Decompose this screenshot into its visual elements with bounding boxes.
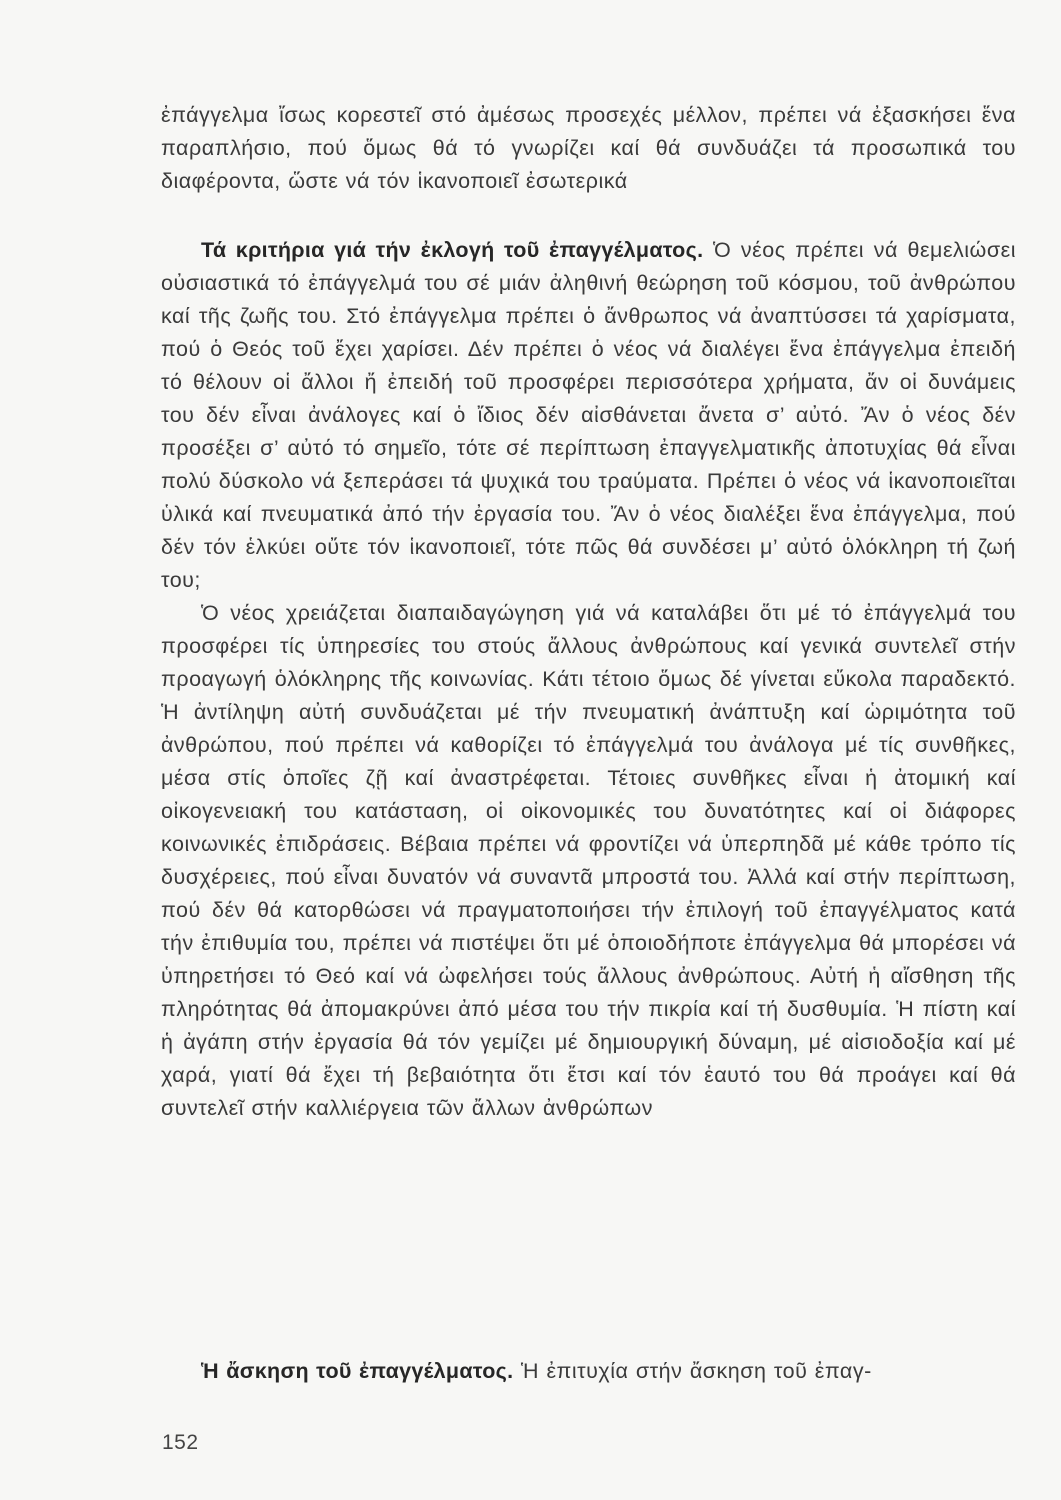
criteria-section: [161, 234, 1016, 1125]
practice-section: [161, 1355, 1016, 1388]
practice-text: Ἡ ἐπιτυχία στήν ἄσκηση τοῦ ἐπαγ-: [520, 1359, 872, 1383]
opening-text-block: [161, 99, 1016, 198]
criteria-heading: Τά κριτήρια γιά τήν ἐκλογή τοῦ ἐπαγγέλματος.: [201, 238, 704, 262]
practice-heading: Ἡ ἄσκηση τοῦ ἐπαγγέλματος.: [201, 1359, 514, 1383]
criteria-paragraph: [161, 234, 1016, 597]
criteria-paragraph-2: Ὁ νέος χρειάζεται διαπαιδαγώγηση γιά νά καταλάβει ὅτι μέ τό ἐπάγγελμά του προσφέρει τίς ὑπηρεσίες του στούς ἄλλους ἀνθρώπους καί γενικά συντελεῖ στήν προαγωγή ὁλόκληρης τῆς κοινωνίας. Κάτι τέτοιο ὅμως δέ γίνεται εὔκολα παραδεκτό. Ἡ ἀντίληψη αὐτή συνδυάζεται μέ τήν πνευματική ἀνάπτυξη καί ὡριμότητα τοῦ ἀνθρώπου, πού πρέπει νά καθορίζει τό ἐπάγγελμά του ἀνάλογα μέ τίς συνθῆκες, μέσα στίς ὁποῖες ζῇ καί ἀναστρέφεται. Τέτοιες συνθῆκες εἶναι ἡ ἀτομική καί οἰκογενειακή του κατάσταση, οἱ οἰκονομικές του δυνατότητες καί οἱ διάφορες κοινωνικές ἐπιδράσεις. Βέβαια πρέπει νά φροντίζει νά ὑπερπηδᾶ μέ κάθε τρόπο τίς δυσχέρειες, πού εἶναι δυνατόν νά συναντᾶ μπροστά του. Ἀλλά καί στήν περίπτωση, πού δέν θά κατορθώσει νά πραγματοποιήσει τήν ἐπιλογή τοῦ ἐπαγγέλματος κατά τήν ἐπιθυμία του, πρέπει νά πιστέψει ὅτι μέ ὁποιοδήποτε ἐπάγγελμα θά μπορέσει νά ὑπηρετήσει τό Θεό καί νά ὠφελήσει τούς ἄλλους ἀνθρώπους. Αὐτή ἡ αἴσθηση τῆς πληρότητας θά ἀπομακρύνει ἀπό μέσα του τήν πικρία καί τή δυσθυμία. Ἡ πίστη καί ἡ ἀγάπη στήν ἐργασία θά τόν γεμίζει μέ δημιουργική δύναμη, μέ αἰσιοδοξία καί μέ χαρά, γιατί θά ἔχει τή βεβαιότητα ὅτι ἔτσι καί τόν ἑαυτό του θά προάγει καί θά συντελεῖ στήν καλλιέργεια τῶν ἄλλων ἀνθρώπων: [161, 601, 1016, 1120]
criteria-text: Ὁ νέος πρέπει νά θεμελιώσει οὐσιαστικά τό ἐπάγγελμά του σέ μιάν ἀληθινή θεώρηση τοῦ κόσμου, τοῦ ἀνθρώπου καί τῆς ζωῆς του. Στό ἐπάγγελμα πρέπει ὁ ἄνθρωπος νά ἀναπτύσσει τά χαρίσματα, πού ὁ Θεός τοῦ ἔχει χαρίσει. Δέν πρέπει ὁ νέος νά διαλέγει ἕνα ἐπάγγελμα ἐπειδή τό θέλουν οἱ ἄλλοι ἤ ἐπειδή τοῦ προσφέρει περισσότερα χρήματα, ἄν οἱ δυνάμεις του δέν εἶναι ἀνάλογες καί ὁ ἴδιος δέν αἰσθάνεται ἄνετα σ’ αὐτό. Ἄν ὁ νέος δέν προσέξει σ’ αὐτό τό σημεῖο, τότε σέ περίπτωση ἐπαγγελματικῆς ἀποτυχίας θά εἶναι πολύ δύσκολο νά ξεπεράσει τά ψυχικά του τραύματα. Πρέπει ὁ νέος νά ἱκανοποιεῖται ὑλικά καί πνευματικά ἀπό τήν ἐργασία του. Ἄν ὁ νέος διαλέξει ἕνα ἐπάγγελμα, πού δέν τόν ἑλκύει οὔτε τόν ἱκανοποιεῖ, τότε πῶς θά συνδέσει μ’ αὐτό ὁλόκληρη τή ζωή του;: [161, 238, 1016, 592]
practice-paragraph: [161, 1355, 1016, 1388]
opening-paragraph: ἐπάγγελμα ἴσως κορεστεῖ στό ἀμέσως προσεχές μέλλον, πρέπει νά ἐξασκήσει ἕνα παραπλήσιο, πού ὅμως θά τό γνωρίζει καί θά συνδυάζει τά προσωπικά του διαφέροντα, ὥστε νά τόν ἱκανοποιεῖ ἐσωτερικά: [161, 103, 1016, 193]
page-number: 152: [162, 1431, 199, 1454]
